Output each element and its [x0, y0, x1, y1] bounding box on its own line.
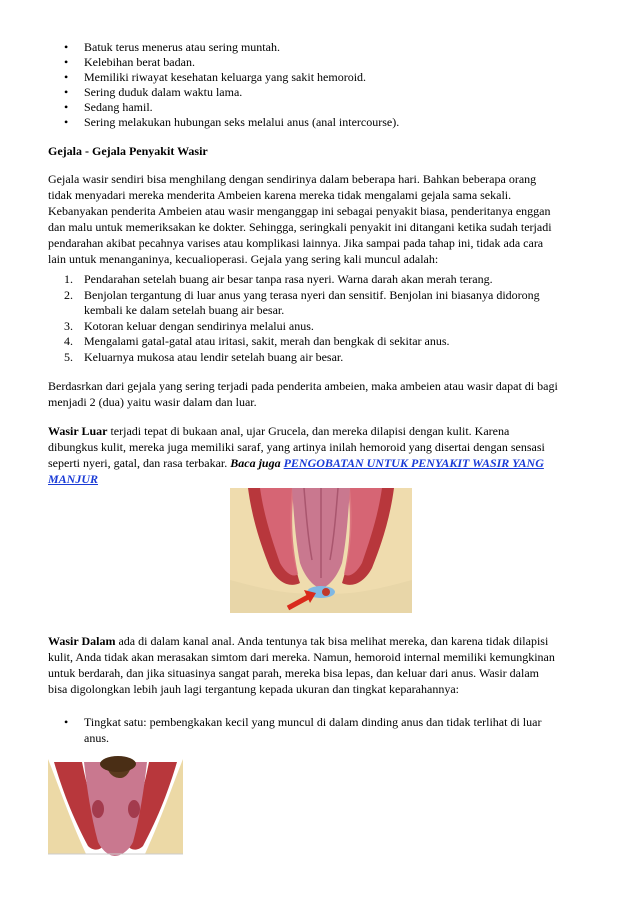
- list-item: • Sedang hamil.: [62, 99, 582, 114]
- list-item: • Sering melakukan hubungan seks melalui anus (anal intercourse).: [62, 114, 582, 129]
- internal-hemorrhoid-illustration: [48, 754, 183, 859]
- paragraph-wasir-dalam: [48, 633, 593, 697]
- section-heading-gejala: Gejala - Gejala Penyakit Wasir: [48, 144, 208, 158]
- text-line: [48, 455, 593, 471]
- list-text: Mengalami gatal-gatal atau iritasi, sakit, merah dan bengkak di sekitar anus.: [84, 334, 450, 348]
- list-item: • Sering duduk dalam waktu lama.: [62, 84, 582, 99]
- grade-list: [62, 714, 592, 746]
- text-line: Berdasrkan dari gejala yang sering terjadi pada penderita ambeien, maka ambeien atau wasir dapat di bagi: [48, 379, 558, 393]
- list-item-continuation: anus.: [84, 731, 109, 745]
- text-line: pendarahan akibat pecahnya varises atau komplikasi lainnya. Jika sampai pada tahap ini, tidak ada cara: [48, 236, 544, 250]
- text-line: dibungkus kulit, mereka juga memiliki saraf, yang artinya inilah hemoroid yang disertai dengan sensasi: [48, 440, 545, 454]
- list-item: [64, 318, 594, 334]
- baca-juga-label: Baca juga: [230, 456, 284, 470]
- text-line: Gejala wasir sendiri bisa menghilang dengan sendirinya dalam beberapa hari. Bahkan beberapa orang: [48, 172, 537, 186]
- list-item: • Memiliki riwayat kesehatan keluarga yang sakit hemoroid.: [62, 69, 582, 84]
- text-line: kulit, Anda tidak akan merasakan simtom dari mereka. Namun, hemoroid internal memiliki kemungkinan: [48, 650, 555, 664]
- list-item: [62, 714, 592, 730]
- list-item: • Kelebihan berat badan.: [62, 54, 582, 69]
- term-wasir-dalam: Wasir Dalam: [48, 634, 116, 648]
- list-item: [64, 349, 594, 365]
- list-number: 3.: [64, 318, 73, 333]
- external-hemorrhoid-illustration: [230, 488, 412, 613]
- text-line: untuk berdarah, dan jika situasinya sangat parah, mereka bisa lepas, dan keluar dari anus. Wasir dalam: [48, 666, 539, 680]
- paragraph-wasir-luar: [48, 423, 593, 487]
- list-number: 1.: [64, 272, 73, 286]
- text-line: bisa digolongkan lebih jauh lagi tergantung kepada ukuran dan tingkat keparahannya:: [48, 682, 459, 696]
- text-run: seperti nyeri, gatal, dan rasa terbakar.: [48, 456, 231, 470]
- risk-factor-list: [62, 39, 582, 129]
- paragraph-gejala: [48, 171, 593, 267]
- text-line: dan malu untuk memeriksakan ke dokter. Sehingga, seringkali penyakit ini ditangani ketika sudah terjadi: [48, 220, 552, 234]
- list-text: Kotoran keluar dengan sendirinya melalui anus.: [84, 318, 314, 333]
- list-number: 4.: [64, 334, 73, 348]
- text-line: [48, 633, 593, 649]
- text-run: terjadi tepat di bukaan anal, ujar Grucela, dan mereka dilapisi dengan kulit. Karena: [107, 424, 510, 438]
- list-number: 5.: [64, 349, 73, 364]
- text-line: [48, 471, 593, 487]
- list-item: [64, 333, 594, 349]
- bullet-icon: •: [64, 715, 69, 729]
- text-line: tidak menyadari mereka menderita Ambeien karena mereka tidak mengalami gejala sama sekali.: [48, 188, 512, 202]
- text-line: [48, 423, 593, 439]
- text-run: ada di dalam kanal anal. Anda tentunya tak bisa melihat mereka, dan karena tidak dilapisi: [115, 634, 549, 648]
- term-wasir-luar: Wasir Luar: [48, 424, 108, 438]
- treatment-article-link-continued[interactable]: MANJUR: [48, 472, 99, 486]
- text-line: Kebanyakan penderita Ambeien atau wasir menganggap ini sebagai penyakit biasa, penderitanya enggan: [48, 204, 551, 218]
- list-item: [64, 287, 594, 318]
- text-line: menjadi 2 (dua) yaitu wasir dalam dan luar.: [48, 395, 257, 409]
- list-item: • Batuk terus menerus atau sering muntah.: [62, 39, 582, 54]
- list-text: Tingkat satu: pembengkakan kecil yang muncul di dalam dinding anus dan tidak terlihat di luar: [84, 715, 542, 729]
- paragraph-jenis: [48, 378, 593, 410]
- list-text: Benjolan tergantung di luar anus yang terasa nyeri dan sensitif. Benjolan ini biasanya didorong: [84, 287, 540, 302]
- list-text: kembali ke dalam setelah buang air besar.: [84, 303, 285, 317]
- treatment-article-link[interactable]: PENGOBATAN UNTUK PENYAKIT WASIR YANG: [283, 456, 544, 470]
- list-item: [64, 271, 594, 287]
- text-line: lain untuk menanganinya, kecualioperasi. Gejala yang sering kali muncul adalah:: [48, 252, 439, 266]
- list-text: Keluarnya mukosa atau lendir setelah buang air besar.: [84, 349, 344, 364]
- list-text: Pendarahan setelah buang air besar tanpa rasa nyeri. Warna darah akan merah terang.: [84, 272, 493, 286]
- symptom-list: [64, 271, 594, 364]
- list-number: 2.: [64, 287, 73, 302]
